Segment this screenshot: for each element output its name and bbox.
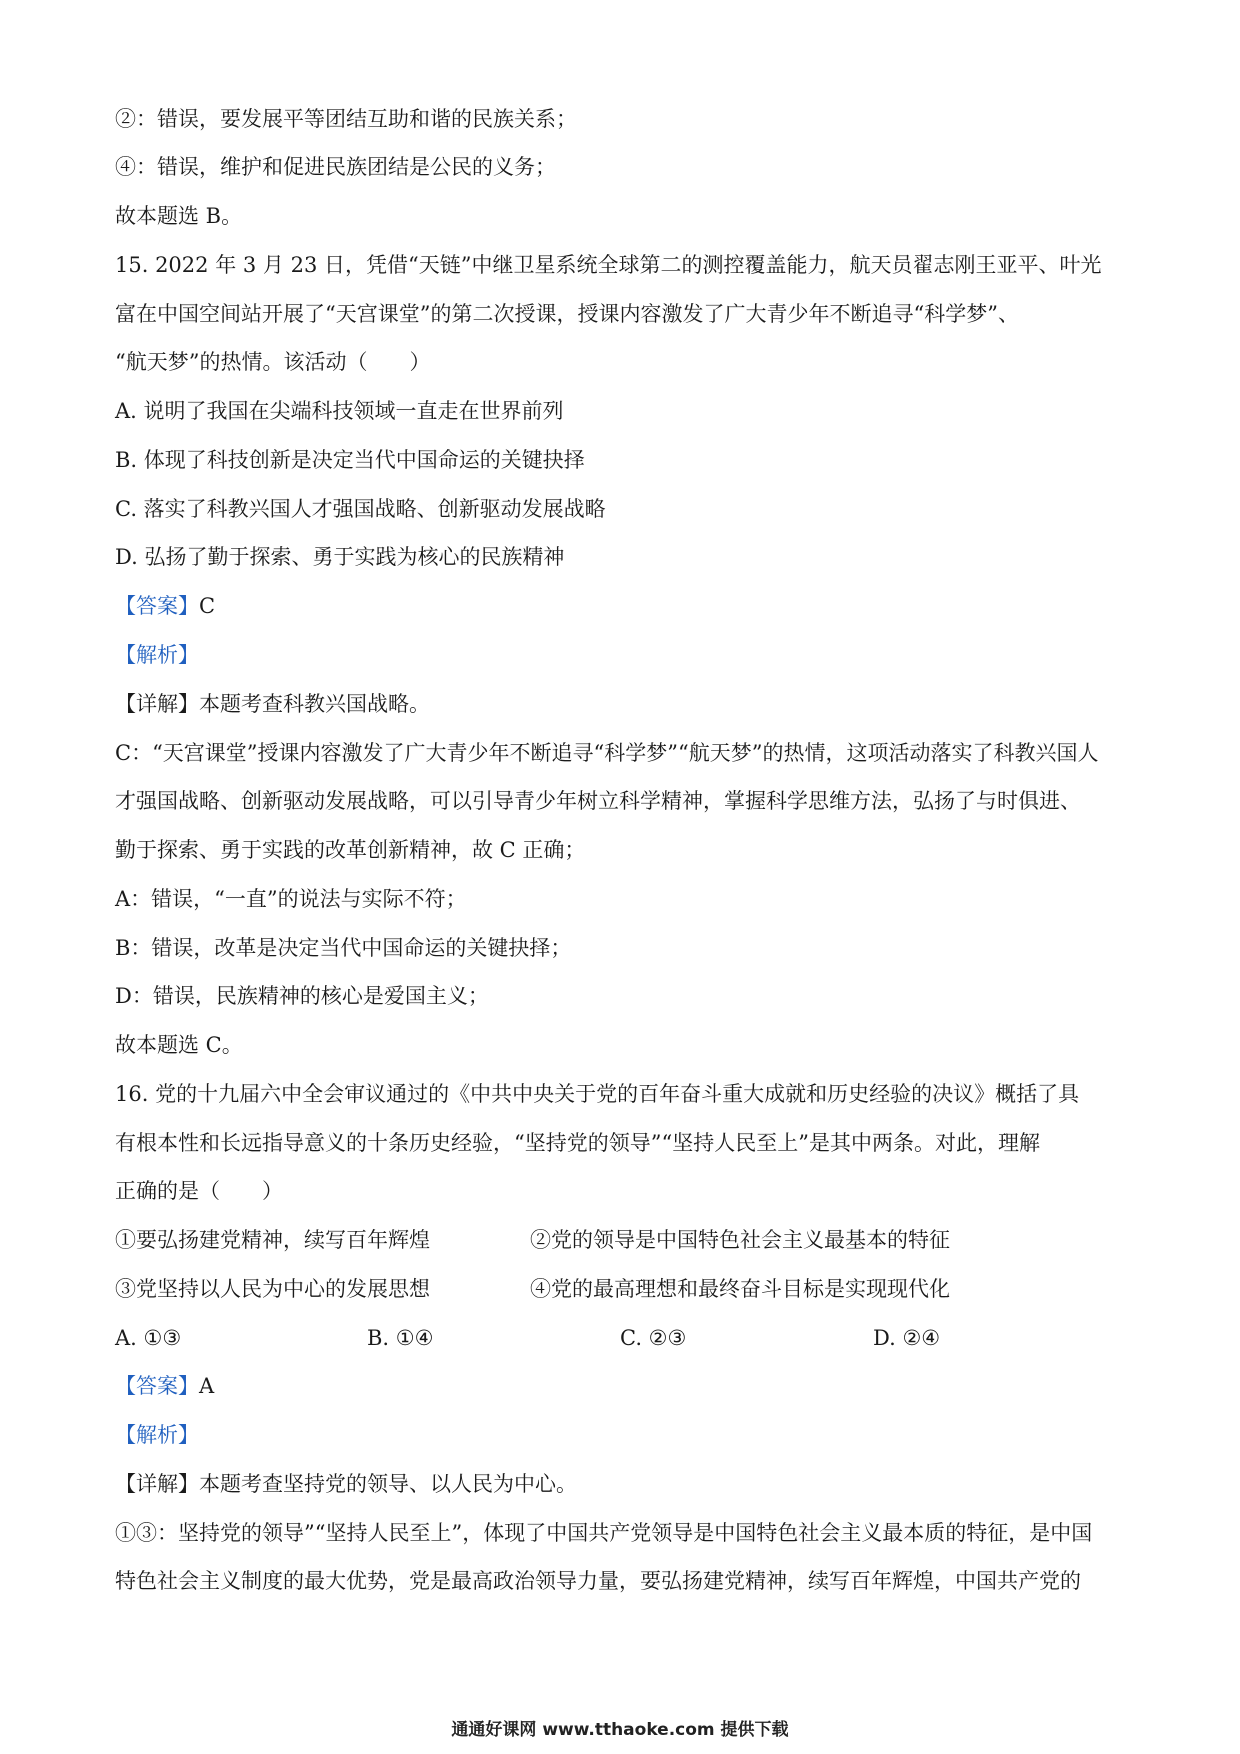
answer-value: A [199, 1374, 215, 1398]
explanation-line: 特色社会主义制度的最大优势，党是最高政治领导力量，要弘扬建党精神，续写百年辉煌，中国共产党的 [115, 1569, 1081, 1593]
statement-row [115, 1274, 1115, 1304]
question-16-stem: 16. 党的十九届六中全会审议通过的《中共中央关于党的百年奋斗重大成就和历史经验的决议》概括了具 [115, 1082, 1080, 1106]
answer-line [115, 591, 1140, 621]
statement-3: ③党坚持以人民为中心的发展思想 [115, 1277, 430, 1301]
analysis-tag: 【解析】 [115, 1423, 199, 1447]
question-15-stem: “航天梦”的热情。该活动（ ） [115, 350, 431, 374]
choice-b: B. ①④ [367, 1326, 434, 1350]
choice-a: A. ①③ [115, 1326, 182, 1350]
statement-4: ④党的最高理想和最终奋斗目标是实现现代化 [530, 1277, 950, 1301]
option-c: C. 落实了科教兴国人才强国战略、创新驱动发展战略 [115, 497, 606, 521]
explanation-line: 才强国战略、创新驱动发展战略，可以引导青少年树立科学精神，掌握科学思维方法，弘扬了与时俱进、 [115, 789, 1081, 813]
explanation-line: ①③：坚持党的领导”“坚持人民至上”，体现了中国共产党领导是中国特色社会主义最本质的特征，是中国 [115, 1521, 1093, 1545]
detail-line: 【详解】本题考查坚持党的领导、以人民为中心。 [115, 1472, 577, 1496]
text-line: ②：错误，要发展平等团结互助和谐的民族关系； [115, 107, 577, 131]
statement-1: ①要弘扬建党精神，续写百年辉煌 [115, 1228, 430, 1252]
answer-value: C [199, 594, 216, 618]
statement-row [115, 1225, 1115, 1255]
detail-line: 【详解】本题考查科教兴国战略。 [115, 692, 430, 716]
answer-tag: 【答案】 [115, 1374, 199, 1398]
option-d: D. 弘扬了勤于探索、勇于实践为核心的民族精神 [115, 545, 565, 569]
question-15-stem: 富在中国空间站开展了“天宫课堂”的第二次授课，授课内容激发了广大青少年不断追寻“科学梦”、 [115, 302, 1019, 326]
choice-d: D. ②④ [873, 1326, 941, 1350]
analysis-tag: 【解析】 [115, 643, 199, 667]
explanation-line: C：“天宫课堂”授课内容激发了广大青少年不断追寻“科学梦”“航天梦”的热情，这项活动落实了科教兴国人 [115, 741, 1099, 765]
statement-2: ②党的领导是中国特色社会主义最基本的特征 [530, 1228, 950, 1252]
question-15-stem: 15. 2022 年 3 月 23 日，凭借“天链”中继卫星系统全球第二的测控覆盖能力，航天员翟志刚王亚平、叶光 [115, 253, 1102, 277]
explanation-line: 故本题选 C。 [115, 1033, 243, 1057]
page-footer: 通通好课网 www.tthaoke.com 提供下载 [451, 1720, 789, 1740]
explanation-line: 勤于探索、勇于实践的改革创新精神，故 C 正确； [115, 838, 586, 862]
option-b: B. 体现了科技创新是决定当代中国命运的关键抉择 [115, 448, 585, 472]
explanation-line: B：错误，改革是决定当代中国命运的关键抉择； [115, 936, 572, 960]
answer-tag: 【答案】 [115, 594, 199, 618]
question-16-stem: 正确的是（ ） [115, 1179, 283, 1203]
explanation-line: A：错误，“一直”的说法与实际不符； [115, 887, 467, 911]
text-line: ④：错误，维护和促进民族团结是公民的义务； [115, 155, 556, 179]
question-16-stem: 有根本性和长远指导意义的十条历史经验，“坚持党的领导”“坚持人民至上”是其中两条。对此，理解 [115, 1131, 1040, 1155]
text-line: 故本题选 B。 [115, 204, 243, 228]
option-a: A. 说明了我国在尖端科技领域一直走在世界前列 [115, 399, 564, 423]
answer-line [115, 1371, 1140, 1401]
choice-row [115, 1323, 1115, 1353]
explanation-line: D：错误，民族精神的核心是爱国主义； [115, 984, 489, 1008]
choice-c: C. ②③ [620, 1326, 687, 1350]
